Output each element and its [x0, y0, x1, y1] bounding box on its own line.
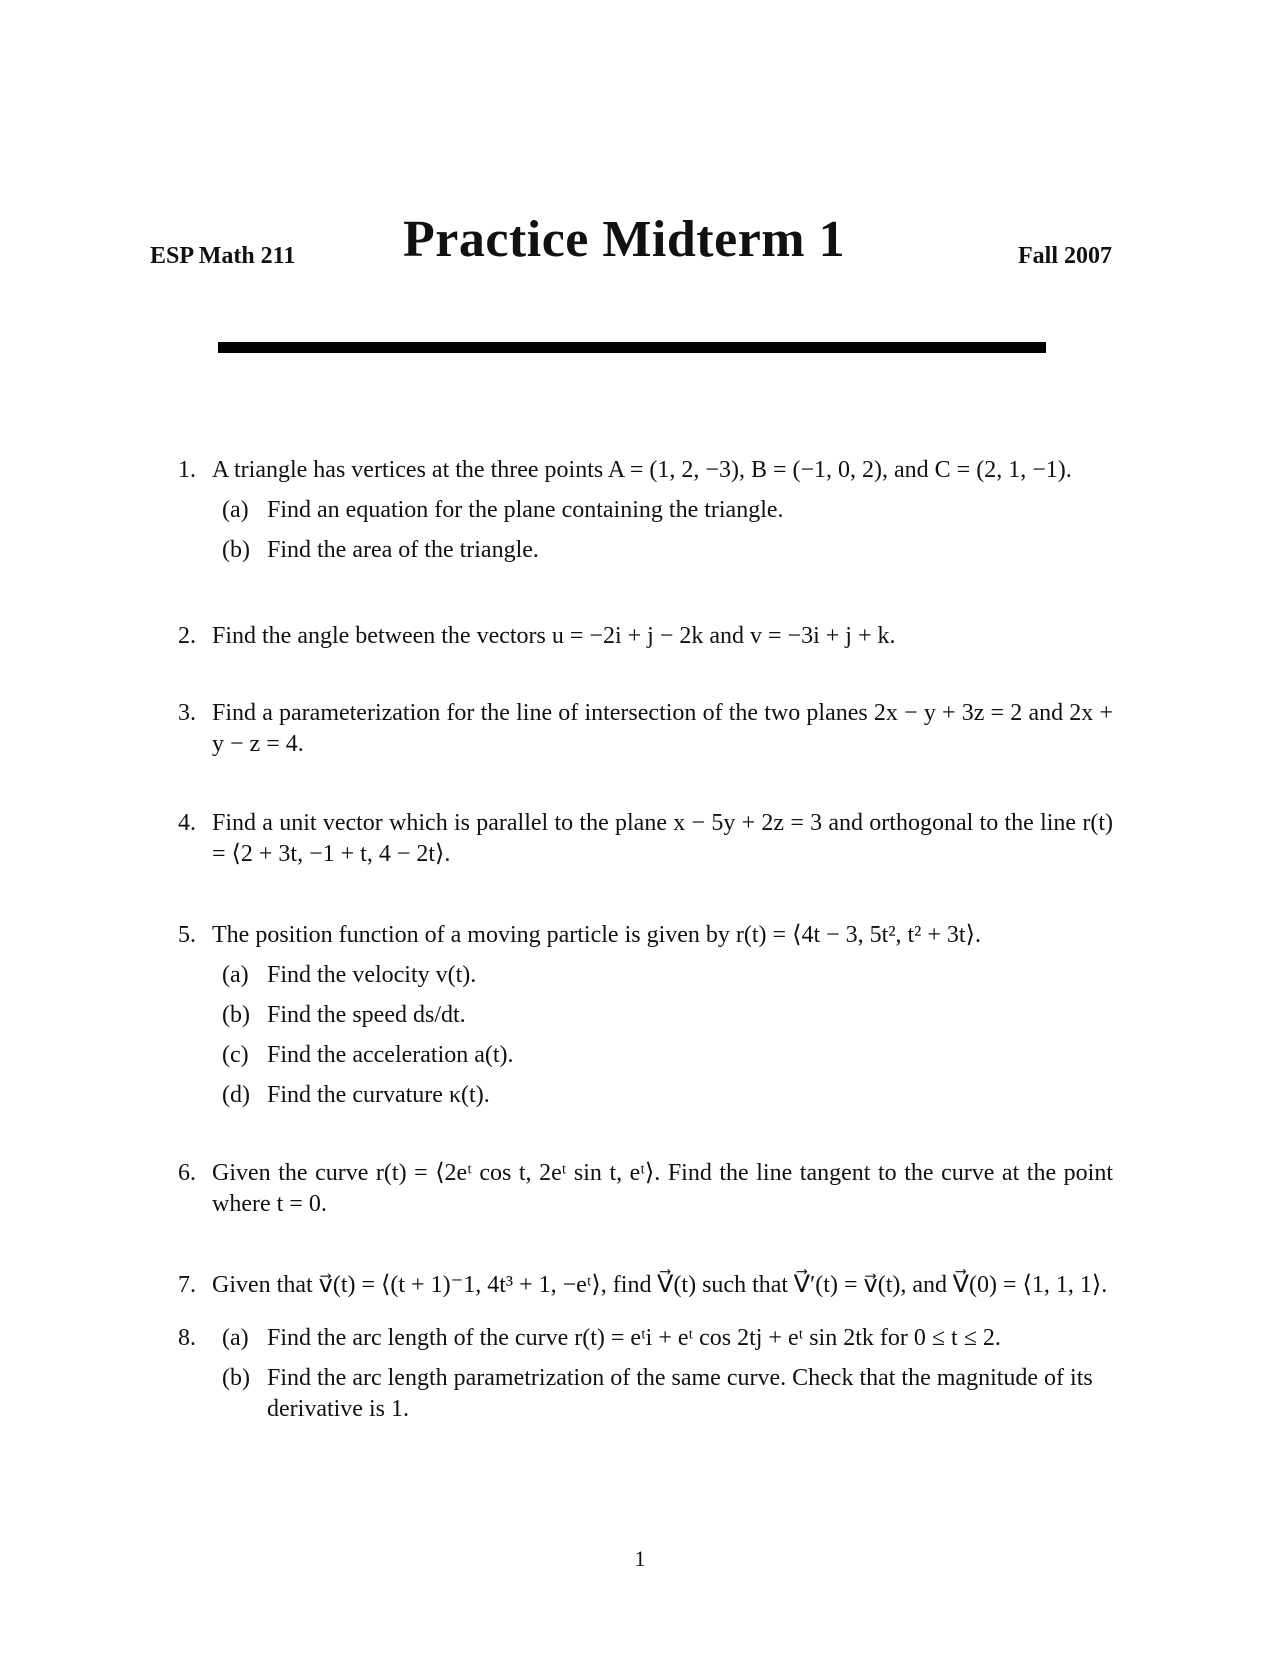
part-text: Find the arc length of the curve r(t) = eᵗi + eᵗ cos 2tj + eᵗ sin 2tk for 0 ≤ t ≤ 2.: [267, 1325, 1001, 1351]
part-label: (a): [222, 1325, 249, 1351]
header-rule: [218, 342, 1046, 353]
part-list: [212, 960, 1113, 1111]
problem-text: A triangle has vertices at the three points A = (1, 2, −3), B = (−1, 0, 2), and C = (2, 1, −1).: [212, 457, 1072, 483]
problem-list: [178, 455, 1113, 1434]
problem-text: Find a unit vector which is parallel to the plane x − 5y + 2z = 3 and orthogonal to the line r(t) = ⟨2 + 3t, −1 + t, 4 − 2t⟩.: [212, 810, 1113, 867]
problem-number: 4.: [178, 810, 196, 836]
problem-7: [178, 1270, 1113, 1301]
page-title: Practice Midterm 1: [403, 211, 846, 268]
part-item: [222, 1080, 1113, 1111]
problem-number: 8.: [178, 1325, 196, 1351]
problem-number: 2.: [178, 623, 196, 649]
page-number: 1: [634, 1546, 646, 1571]
part-text: Find the speed ds/dt.: [267, 1002, 466, 1028]
part-text: Find the curvature κ(t).: [267, 1082, 490, 1108]
problem-number: 5.: [178, 922, 196, 948]
part-label: (a): [222, 497, 249, 523]
problem-text: Find the angle between the vectors u = −2i + j − 2k and v = −3i + j + k.: [212, 623, 896, 649]
part-text: Find the arc length parametrization of the same curve. Check that the magnitude of its derivative is 1.: [267, 1365, 1093, 1422]
course-name: ESP Math 211: [150, 243, 296, 269]
problem-number: 7.: [178, 1272, 196, 1298]
term-label: Fall 2007: [1018, 243, 1112, 269]
part-item: [222, 495, 1113, 526]
part-text: Find the velocity v(t).: [267, 962, 477, 988]
problem-text: Given that v⃗(t) = ⟨(t + 1)⁻1, 4t³ + 1, −eᵗ⟩, find V⃗(t) such that V⃗′(t) = v⃗(t), and V⃗(0) = ⟨1, 1, 1⟩.: [212, 1272, 1108, 1298]
header: [150, 210, 1112, 280]
part-label: (b): [222, 1002, 250, 1028]
problem-4: [178, 808, 1113, 870]
part-list: [212, 495, 1113, 566]
problem-text: Given the curve r(t) = ⟨2eᵗ cos t, 2eᵗ sin t, eᵗ⟩. Find the line tangent to the curve at the point where t = 0.: [212, 1160, 1113, 1217]
problem-2: [178, 621, 1113, 652]
part-item: [222, 535, 1113, 566]
part-text: Find an equation for the plane containing the triangle.: [267, 497, 784, 523]
problem-number: 1.: [178, 457, 196, 483]
part-item: [222, 1040, 1113, 1071]
problem-1: [178, 455, 1113, 566]
part-text: Find the area of the triangle.: [267, 537, 539, 563]
problem-text: Find a parameterization for the line of intersection of the two planes 2x − y + 3z = 2 and 2x + y − z = 4.: [212, 700, 1113, 757]
problem-3: [178, 698, 1113, 760]
part-label: (c): [222, 1042, 249, 1068]
part-item: [222, 1000, 1113, 1031]
part-item: [222, 1323, 1113, 1354]
problem-number: 3.: [178, 700, 196, 726]
problem-6: [178, 1158, 1113, 1220]
problem-number: 6.: [178, 1160, 196, 1186]
problem-text: The position function of a moving particle is given by r(t) = ⟨4t − 3, 5t², t² + 3t⟩.: [212, 922, 981, 948]
part-label: (a): [222, 962, 249, 988]
part-list: [212, 1323, 1113, 1425]
problem-8: [178, 1323, 1113, 1425]
part-label: (b): [222, 537, 250, 563]
part-label: (b): [222, 1365, 250, 1391]
part-label: (d): [222, 1082, 250, 1108]
problem-5: [178, 920, 1113, 1111]
part-item: [222, 1363, 1113, 1425]
part-item: [222, 960, 1113, 991]
part-text: Find the acceleration a(t).: [267, 1042, 514, 1068]
